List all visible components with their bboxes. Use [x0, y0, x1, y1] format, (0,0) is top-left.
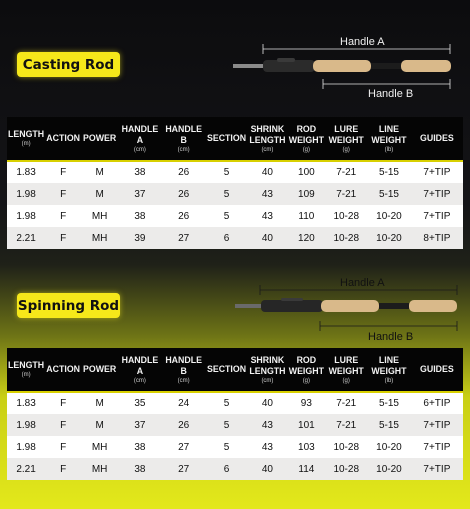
cell: 38	[118, 458, 162, 480]
cell: 26	[162, 414, 206, 436]
cell: 1.98	[7, 183, 45, 205]
cell: MH	[81, 458, 118, 480]
cell: 114	[287, 458, 325, 480]
cell: F	[45, 205, 81, 227]
col-shrink-length: SHRINK LENGTH (cm)	[247, 117, 287, 161]
cell: 109	[287, 183, 325, 205]
cell: 10-28	[325, 436, 367, 458]
cell: 120	[287, 227, 325, 249]
col-lure-weight: LURE WEIGHT (g)	[325, 348, 367, 392]
col-guides: GUIDES	[411, 348, 463, 392]
handle-a-label: Handle A	[340, 277, 385, 289]
cell: 26	[162, 205, 206, 227]
cell: 38	[118, 436, 162, 458]
table-row	[7, 414, 463, 436]
cell: 5-15	[367, 414, 411, 436]
col-action: ACTION	[45, 348, 81, 392]
table-row	[7, 458, 463, 480]
cell: 24	[162, 392, 206, 414]
cell: F	[45, 436, 81, 458]
table-row	[7, 205, 463, 227]
cell: 27	[162, 227, 206, 249]
cell: 40	[247, 392, 287, 414]
cell: 5-15	[367, 183, 411, 205]
col-handle-a: HANDLE A (cm)	[118, 348, 162, 392]
cell: 103	[287, 436, 325, 458]
cell: 1.98	[7, 205, 45, 227]
cell: 10-20	[367, 458, 411, 480]
cell: 5-15	[367, 392, 411, 414]
cell: MH	[81, 436, 118, 458]
cell: 1.98	[7, 436, 45, 458]
cell: M	[81, 161, 118, 183]
cell: 38	[118, 161, 162, 183]
cell: 6+TIP	[411, 392, 463, 414]
cell: F	[45, 161, 81, 183]
col-power: POWER	[81, 117, 118, 161]
cell: 39	[118, 227, 162, 249]
col-rod-weight: ROD WEIGHT (g)	[287, 348, 325, 392]
casting-rod-diagram	[225, 0, 470, 110]
cell: 2.21	[7, 458, 45, 480]
spinning-spec-table	[7, 348, 463, 480]
cell: M	[81, 183, 118, 205]
cell: 5	[206, 414, 248, 436]
cell: 40	[247, 458, 287, 480]
cell: 5	[206, 161, 248, 183]
cell: 7+TIP	[411, 436, 463, 458]
col-action: ACTION	[45, 117, 81, 161]
cell: 1.98	[7, 414, 45, 436]
cell: 10-20	[367, 205, 411, 227]
cell: 10-20	[367, 436, 411, 458]
cell: 7+TIP	[411, 205, 463, 227]
spinning-rod-title: Spinning Rod	[17, 293, 120, 318]
cell: 1.83	[7, 161, 45, 183]
col-lure-weight: LURE WEIGHT (g)	[325, 117, 367, 161]
cell: 37	[118, 183, 162, 205]
table-row	[7, 183, 463, 205]
cell: 35	[118, 392, 162, 414]
cell: 26	[162, 161, 206, 183]
cell: 100	[287, 161, 325, 183]
handle-b-label: Handle B	[368, 88, 414, 100]
cell: 10-28	[325, 227, 367, 249]
cell: 101	[287, 414, 325, 436]
casting-spec-table	[7, 117, 463, 249]
cell: F	[45, 227, 81, 249]
cell: 7-21	[325, 392, 367, 414]
col-handle-b: HANDLE B (cm)	[162, 117, 206, 161]
cell: 7+TIP	[411, 458, 463, 480]
cell: MH	[81, 205, 118, 227]
col-power: POWER	[81, 348, 118, 392]
table-row	[7, 161, 463, 183]
table-row	[7, 392, 463, 414]
col-shrink-length: SHRINK LENGTH (cm)	[247, 348, 287, 392]
col-section: SECTION	[206, 117, 248, 161]
cell: 38	[118, 205, 162, 227]
cell: M	[81, 414, 118, 436]
cell: 7-21	[325, 183, 367, 205]
spinning-rod-diagram	[225, 253, 470, 363]
cell: 8+TIP	[411, 227, 463, 249]
cell: F	[45, 414, 81, 436]
cell: 27	[162, 436, 206, 458]
cell: 7+TIP	[411, 183, 463, 205]
cell: 110	[287, 205, 325, 227]
col-length: LENGTH (m)	[7, 117, 45, 161]
col-length: LENGTH (m)	[7, 348, 45, 392]
cell: F	[45, 392, 81, 414]
cell: 26	[162, 183, 206, 205]
cell: 10-20	[367, 227, 411, 249]
handle-a-label: Handle A	[340, 36, 385, 48]
table-header-row	[7, 348, 463, 392]
cell: 5	[206, 183, 248, 205]
cell: M	[81, 392, 118, 414]
cell: 40	[247, 227, 287, 249]
col-rod-weight: ROD WEIGHT (g)	[287, 117, 325, 161]
cell: 6	[206, 227, 248, 249]
col-handle-b: HANDLE B (cm)	[162, 348, 206, 392]
cell: F	[45, 458, 81, 480]
col-handle-a: HANDLE A (cm)	[118, 117, 162, 161]
cell: 5	[206, 392, 248, 414]
cell: 43	[247, 183, 287, 205]
cell: 1.83	[7, 392, 45, 414]
handle-b-label: Handle B	[368, 331, 414, 343]
table-row	[7, 227, 463, 249]
col-section: SECTION	[206, 348, 248, 392]
cell: 93	[287, 392, 325, 414]
cell: 7+TIP	[411, 161, 463, 183]
table-header-row	[7, 117, 463, 161]
table-row	[7, 436, 463, 458]
cell: 5-15	[367, 161, 411, 183]
cell: 10-28	[325, 458, 367, 480]
cell: 37	[118, 414, 162, 436]
cell: 5	[206, 436, 248, 458]
cell: 7+TIP	[411, 414, 463, 436]
cell: MH	[81, 227, 118, 249]
casting-rod-title: Casting Rod	[17, 52, 120, 77]
cell: 6	[206, 458, 248, 480]
casting-section	[0, 0, 470, 253]
cell: 43	[247, 414, 287, 436]
spinning-section	[0, 253, 470, 509]
cell: F	[45, 183, 81, 205]
cell: 5	[206, 205, 248, 227]
cell: 43	[247, 436, 287, 458]
cell: 10-28	[325, 205, 367, 227]
cell: 43	[247, 205, 287, 227]
col-guides: GUIDES	[411, 117, 463, 161]
cell: 7-21	[325, 414, 367, 436]
cell: 7-21	[325, 161, 367, 183]
col-line-weight: LINE WEIGHT (lb)	[367, 117, 411, 161]
col-line-weight: LINE WEIGHT (lb)	[367, 348, 411, 392]
cell: 2.21	[7, 227, 45, 249]
cell: 40	[247, 161, 287, 183]
cell: 27	[162, 458, 206, 480]
